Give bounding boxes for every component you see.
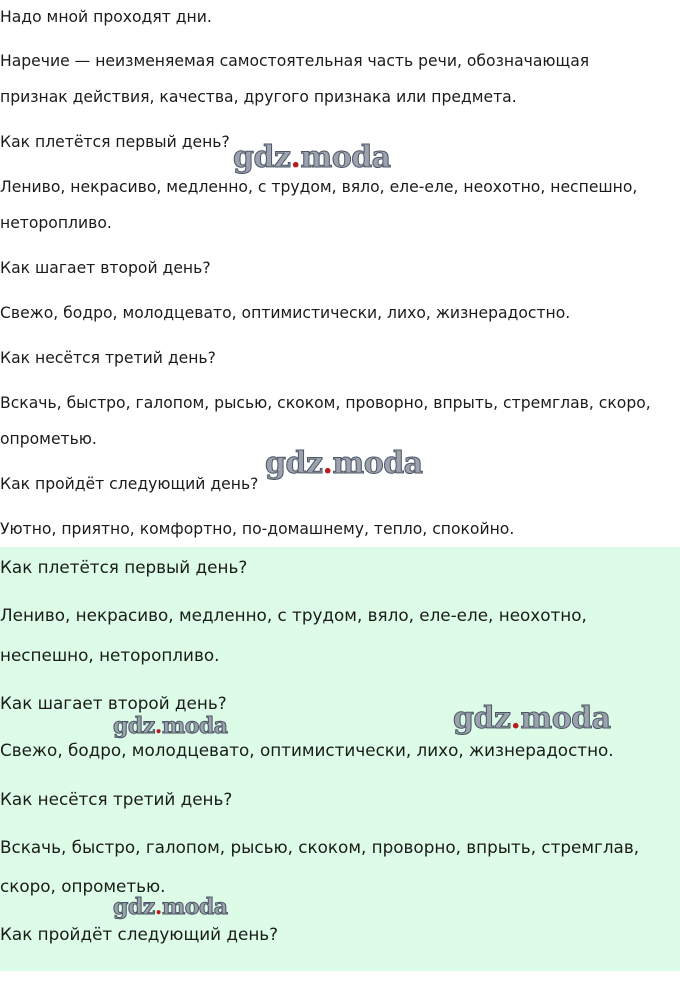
answer-1-line-2: неторопливо. bbox=[0, 214, 112, 232]
answer-3-line-1: Вскачь, быстро, галопом, рысью, скоком, проворно, впрыть, стремглав, скоро, bbox=[0, 394, 651, 412]
panel-question-4: Как пройдёт следующий день? bbox=[0, 924, 279, 944]
answer-2: Свежо, бодро, молодцевато, оптимистически, лихо, жизнерадостно. bbox=[0, 304, 571, 322]
watermark-logo: gdz.moda bbox=[453, 701, 611, 736]
answer-1-line-1: Лениво, некрасиво, медленно, с трудом, вяло, еле-еле, неохотно, неспешно, bbox=[0, 178, 638, 196]
question-2: Как шагает второй день? bbox=[0, 259, 211, 277]
question-4: Как пройдёт следующий день? bbox=[0, 475, 259, 493]
panel-answer-3-line-2: скоро, опрометью. bbox=[0, 876, 166, 896]
panel-answer-2: Свежо, бодро, молодцевато, оптимистически, лихо, жизнерадостно. bbox=[0, 740, 614, 760]
answer-4: Уютно, приятно, комфортно, по-домашнему, тепло, спокойно. bbox=[0, 520, 515, 538]
panel-answer-1-line-2: неспешно, неторопливо. bbox=[0, 645, 220, 665]
answer-3-line-2: опрометью. bbox=[0, 430, 97, 448]
question-3: Как несётся третий день? bbox=[0, 349, 216, 367]
question-1: Как плетётся первый день? bbox=[0, 133, 230, 151]
panel-question-3: Как несётся третий день? bbox=[0, 789, 233, 809]
watermark-logo: gdz.moda bbox=[113, 713, 228, 739]
watermark-logo: gdz.moda bbox=[233, 140, 391, 175]
watermark-logo: gdz.moda bbox=[113, 894, 228, 920]
definition-line-2: признак действия, качества, другого признака или предмета. bbox=[0, 88, 517, 106]
panel-question-1: Как плетётся первый день? bbox=[0, 557, 248, 577]
answer-panel bbox=[0, 547, 680, 971]
definition-line-1: Наречие — неизменяемая самостоятельная часть речи, обозначающая bbox=[0, 52, 590, 70]
watermark-logo: gdz.moda bbox=[265, 446, 423, 481]
title-line: Надо мной проходят дни. bbox=[0, 8, 212, 26]
panel-answer-3-line-1: Вскачь, быстро, галопом, рысью, скоком, проворно, впрыть, стремглав, bbox=[0, 837, 640, 857]
panel-answer-1-line-1: Лениво, некрасиво, медленно, с трудом, вяло, еле-еле, неохотно, bbox=[0, 605, 587, 625]
panel-question-2: Как шагает второй день? bbox=[0, 693, 227, 713]
